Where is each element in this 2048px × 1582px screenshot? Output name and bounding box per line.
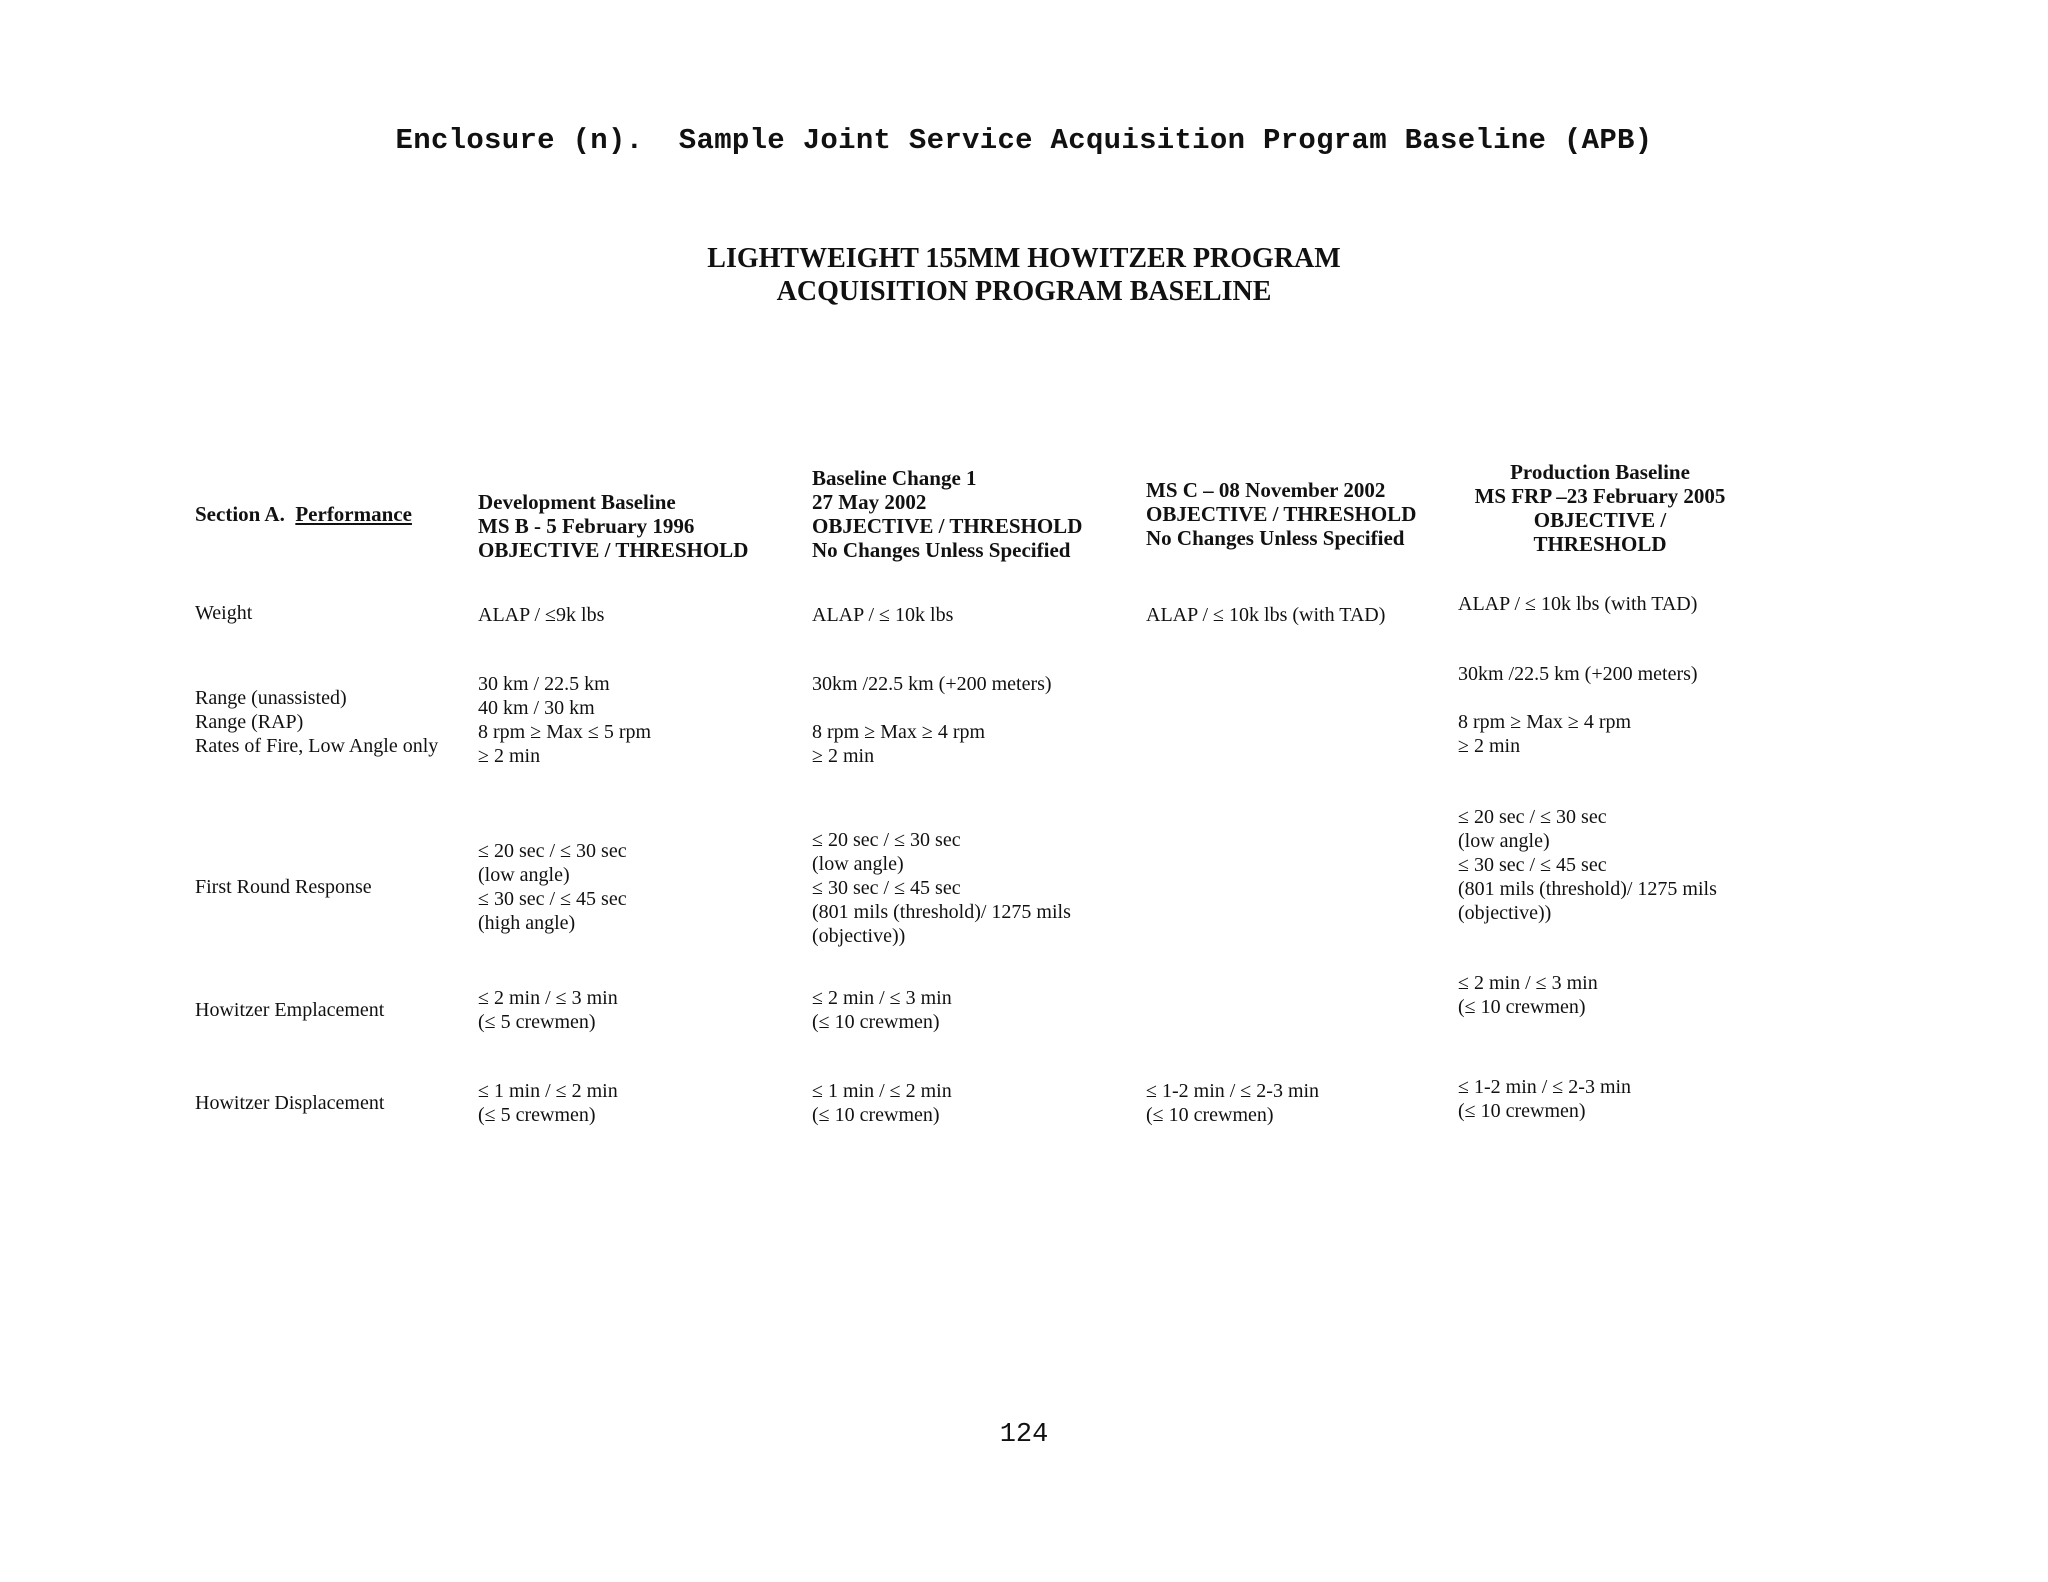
cell-line: (high angle) <box>478 912 576 934</box>
document-title <box>0 242 2048 308</box>
cell-range-development <box>478 672 651 768</box>
cell-line: 8 rpm ≥ Max ≤ 5 rpm <box>478 721 652 743</box>
cell-line: ≤ 20 sec / ≤ 30 sec <box>478 840 627 862</box>
column-header-ms-c <box>1146 478 1416 550</box>
column-header-line: No Changes Unless Specified <box>812 538 1071 562</box>
row-label-weight <box>195 601 252 625</box>
column-header-line: OBJECTIVE / THRESHOLD <box>812 514 1083 538</box>
cell-line: ≥ 2 min <box>1458 735 1521 757</box>
cell-line: (≤ 10 crewmen) <box>1146 1104 1274 1126</box>
column-header-line: OBJECTIVE / THRESHOLD <box>1146 502 1417 526</box>
cell-line: (objective)) <box>1458 902 1552 924</box>
column-header-line: No Changes Unless Specified <box>1146 526 1405 550</box>
cell-line: (801 mils (threshold)/ 1275 mils <box>1458 878 1717 900</box>
row-label-line: Rates of Fire, Low Angle only <box>195 735 439 757</box>
cell-line: ≥ 2 min <box>812 745 875 767</box>
cell-line: (≤ 10 crewmen) <box>1458 1100 1586 1122</box>
cell-weight-production <box>1458 592 1697 616</box>
cell-line: ≤ 20 sec / ≤ 30 sec <box>1458 806 1607 828</box>
column-header-line: Baseline Change 1 <box>812 466 977 490</box>
column-header-line: 27 May 2002 <box>812 490 927 514</box>
section-name: Performance <box>295 502 412 526</box>
cell-weight-ms-c <box>1146 603 1385 627</box>
cell-line: ≤ 1 min / ≤ 2 min <box>812 1080 952 1102</box>
row-label-line: Range (unassisted) <box>195 687 347 709</box>
cell-emplacement-baseline-change <box>812 986 952 1034</box>
row-label-line: Range (RAP) <box>195 711 304 733</box>
cell-line: (objective)) <box>812 925 906 947</box>
row-label-range <box>195 686 438 758</box>
cell-line: (≤ 10 crewmen) <box>812 1011 940 1033</box>
cell-displacement-development <box>478 1079 618 1127</box>
cell-first-round-development <box>478 839 627 935</box>
cell-line: 30km /22.5 km (+200 meters) <box>812 673 1052 695</box>
cell-range-production <box>1458 662 1698 758</box>
page-number: 124 <box>999 1420 1049 1450</box>
cell-weight-development <box>478 603 604 627</box>
cell-line: (low angle) <box>478 864 570 886</box>
row-label-line: Howitzer Displacement <box>195 1092 385 1114</box>
cell-line: 30km /22.5 km (+200 meters) <box>1458 663 1698 685</box>
cell-emplacement-development <box>478 986 618 1034</box>
row-label-first-round-response <box>195 875 372 899</box>
cell-line: (≤ 5 crewmen) <box>478 1104 596 1126</box>
column-header-line: MS B - 5 February 1996 <box>478 514 695 538</box>
row-label-line: Weight <box>195 602 253 624</box>
cell-line: ALAP / ≤9k lbs <box>478 604 605 626</box>
column-header-line: OBJECTIVE / THRESHOLD <box>478 538 749 562</box>
row-label-line: First Round Response <box>195 876 372 898</box>
cell-line <box>1458 686 1698 710</box>
cell-line: ≤ 2 min / ≤ 3 min <box>1458 972 1598 994</box>
cell-displacement-baseline-change <box>812 1079 952 1127</box>
cell-range-baseline-change <box>812 672 1052 768</box>
row-label-line: Howitzer Emplacement <box>195 999 385 1021</box>
cell-line: ALAP / ≤ 10k lbs <box>812 604 954 626</box>
cell-line: (≤ 10 crewmen) <box>812 1104 940 1126</box>
row-label-displacement <box>195 1091 384 1115</box>
column-header-line: Development Baseline <box>478 490 676 514</box>
cell-weight-baseline-change <box>812 603 953 627</box>
row-label-emplacement <box>195 998 384 1022</box>
cell-line: (801 mils (threshold)/ 1275 mils <box>812 901 1071 923</box>
enclosure-heading: Enclosure (n). Sample Joint Service Acquisition Program Baseline (APB) <box>395 124 1653 157</box>
column-header-production <box>1440 460 1760 556</box>
cell-line: 8 rpm ≥ Max ≥ 4 rpm <box>1458 711 1632 733</box>
cell-line: ≤ 1-2 min / ≤ 2-3 min <box>1458 1076 1632 1098</box>
cell-line: ≤ 20 sec / ≤ 30 sec <box>812 829 961 851</box>
cell-line: (≤ 10 crewmen) <box>1458 996 1586 1018</box>
cell-displacement-ms-c <box>1146 1079 1319 1127</box>
cell-line: (≤ 5 crewmen) <box>478 1011 596 1033</box>
cell-first-round-production <box>1458 805 1717 925</box>
cell-line: ≤ 30 sec / ≤ 45 sec <box>812 877 961 899</box>
cell-line: ≤ 30 sec / ≤ 45 sec <box>478 888 627 910</box>
cell-displacement-production <box>1458 1075 1631 1123</box>
cell-line: ≤ 1-2 min / ≤ 2-3 min <box>1146 1080 1320 1102</box>
cell-line: ≤ 1 min / ≤ 2 min <box>478 1080 618 1102</box>
cell-line <box>812 696 1052 720</box>
column-header-development <box>478 490 748 562</box>
column-header-line: THRESHOLD <box>1533 532 1667 556</box>
cell-line: ALAP / ≤ 10k lbs (with TAD) <box>1458 593 1698 615</box>
column-header-baseline-change <box>812 466 1082 562</box>
column-header-line: MS C – 08 November 2002 <box>1146 478 1386 502</box>
cell-line: 40 km / 30 km <box>478 697 595 719</box>
cell-line: ALAP / ≤ 10k lbs (with TAD) <box>1146 604 1386 626</box>
cell-line: ≥ 2 min <box>478 745 541 767</box>
cell-line: 8 rpm ≥ Max ≥ 4 rpm <box>812 721 986 743</box>
cell-line: (low angle) <box>1458 830 1550 852</box>
cell-line: 30 km / 22.5 km <box>478 673 610 695</box>
title-line-1: LIGHTWEIGHT 155MM HOWITZER PROGRAM <box>707 243 1341 274</box>
column-header-line: Production Baseline <box>1510 460 1690 484</box>
cell-line: (low angle) <box>812 853 904 875</box>
cell-line: ≤ 2 min / ≤ 3 min <box>478 987 618 1009</box>
title-line-2: ACQUISITION PROGRAM BASELINE <box>776 276 1272 307</box>
cell-emplacement-production <box>1458 971 1598 1019</box>
column-header-line: MS FRP –23 February 2005 <box>1474 484 1726 508</box>
section-heading <box>195 502 412 526</box>
cell-first-round-baseline-change <box>812 828 1071 948</box>
section-prefix: Section A. <box>195 502 285 526</box>
cell-line: ≤ 2 min / ≤ 3 min <box>812 987 952 1009</box>
column-header-line: OBJECTIVE / <box>1533 508 1667 532</box>
cell-line: ≤ 30 sec / ≤ 45 sec <box>1458 854 1607 876</box>
